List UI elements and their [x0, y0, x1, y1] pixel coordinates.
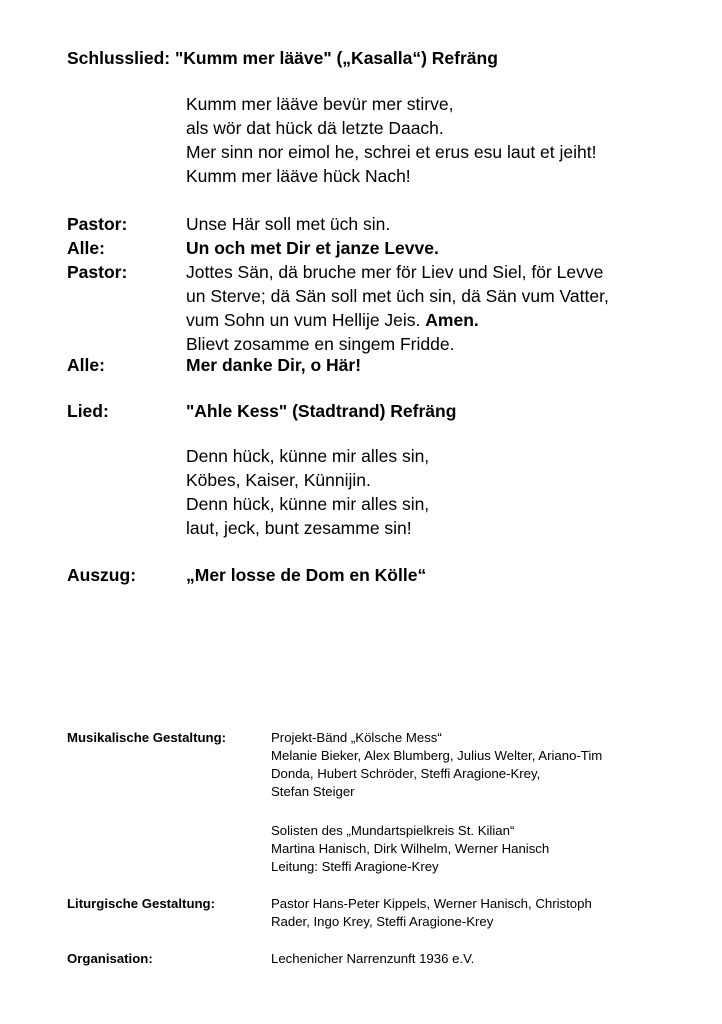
blessing-line: Jottes Sän, dä bruche mer för Liev und Siel, för Levve [186, 262, 604, 282]
credit-line: Stefan Steiger [271, 784, 355, 799]
response-line: Mer danke Dir, o Här! [186, 355, 362, 375]
credit-soloists-text [271, 822, 549, 876]
credit-label-music: Musikalische Gestaltung: [67, 730, 227, 745]
song-title-auszug: „Mer losse de Dom en Kölle“ [186, 565, 427, 585]
credit-line: Martina Hanisch, Dirk Wilhelm, Werner Hanisch [271, 841, 550, 856]
blessing-line: Blievt zosamme en singem Fridde. [186, 334, 455, 354]
speaker-label: Alle: [67, 238, 105, 258]
blessing-text [186, 260, 609, 356]
refrain-line: Kumm mer lääve bevür mer stirve, [186, 94, 454, 114]
refrain-line: Denn hück, künne mir alles sin, [186, 446, 430, 466]
credit-line: Melanie Bieker, Alex Blumberg, Julius Welter, Ariano-Tim [271, 748, 603, 763]
section-label-lied: Lied: [67, 401, 109, 421]
refrain-ahle-kess [186, 444, 429, 540]
speaker-label: Pastor: [67, 214, 128, 234]
speaker-label: Alle: [67, 355, 105, 375]
credit-label-liturgy: Liturgische Gestaltung: [67, 896, 216, 911]
blessing-line: un Sterve; dä Sän soll met üch sin, dä Sän vum Vatter, [186, 286, 609, 306]
refrain-line: Denn hück, künne mir alles sin, [186, 494, 430, 514]
refrain-line: laut, jeck, bunt zesamme sin! [186, 518, 412, 538]
pastor-line: Unse Här soll met üch sin. [186, 214, 391, 234]
speaker-label: Pastor: [67, 262, 128, 282]
refrain-line: Köbes, Kaiser, Künnijin. [186, 470, 371, 490]
amen-word: Amen. [425, 310, 479, 330]
response-line: Un och met Dir et janze Levve. [186, 238, 439, 258]
credit-line: Solisten des „Mundartspielkreis St. Kilian“ [271, 823, 515, 838]
blessing-line [186, 308, 609, 332]
credit-line: Pastor Hans-Peter Kippels, Werner Hanisch, Christoph [271, 896, 592, 911]
blessing-line-text: vum Sohn un vum Hellije Jeis. [186, 310, 421, 330]
credit-liturgy-text [271, 895, 592, 931]
credit-line: Projekt-Bänd „Kölsche Mess“ [271, 730, 442, 745]
credit-line: Leitung: Steffi Aragione-Krey [271, 859, 439, 874]
refrain-line: als wör dat hück dä letzte Daach. [186, 118, 444, 138]
section-label-auszug: Auszug: [67, 565, 137, 585]
section-title-schlusslied: Schlusslied: "Kumm mer lääve" („Kasalla“) Refräng [67, 48, 498, 68]
refrain-line: Kumm mer lääve hück Nach! [186, 166, 411, 186]
credit-line: Rader, Ingo Krey, Steffi Aragione-Krey [271, 914, 494, 929]
refrain-line: Mer sinn nor eimol he, schrei et erus esu laut et jeiht! [186, 142, 597, 162]
credit-label-organisation: Organisation: [67, 951, 153, 966]
song-title-ahle-kess: "Ahle Kess" (Stadtrand) Refräng [186, 401, 457, 421]
refrain-kasalla [186, 92, 596, 188]
credit-music-text [271, 729, 602, 801]
credit-organisation-text: Lechenicher Narrenzunft 1936 e.V. [271, 951, 475, 966]
credit-line: Donda, Hubert Schröder, Steffi Aragione-Krey, [271, 766, 541, 781]
